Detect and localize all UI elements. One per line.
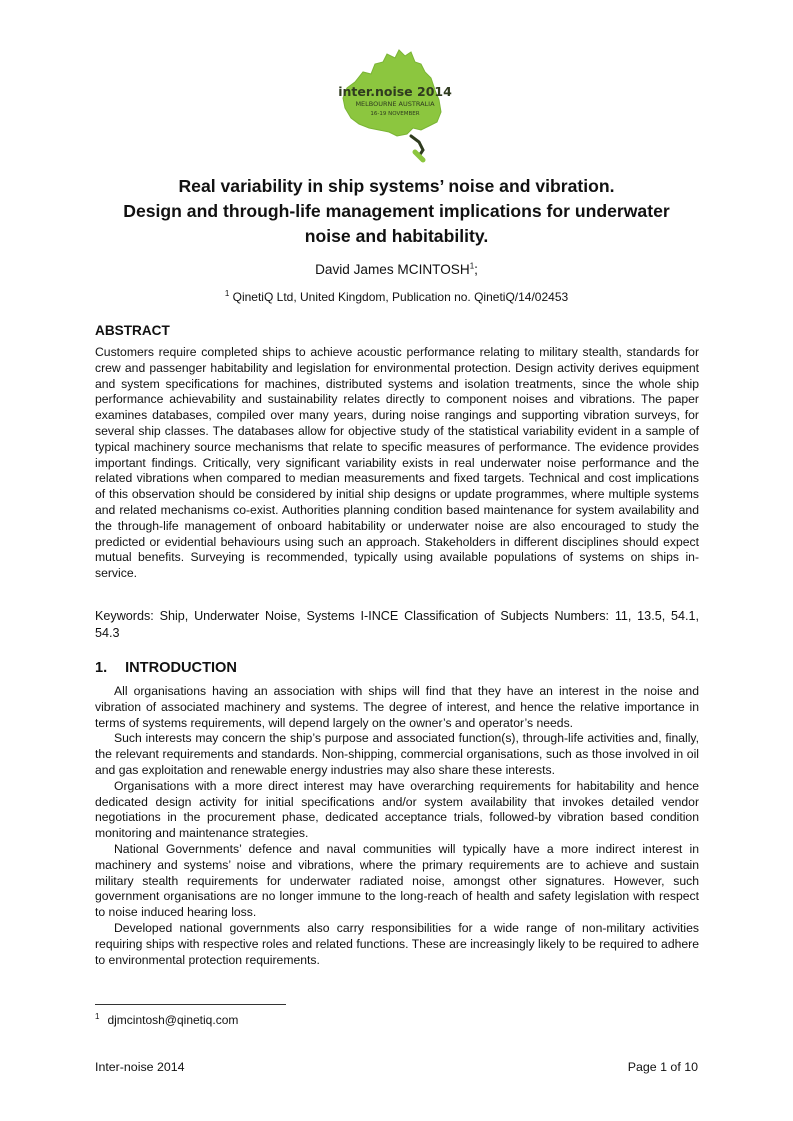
- footnote: [95, 1012, 238, 1027]
- footnote-email[interactable]: djmcintosh@qinetiq.com: [107, 1013, 239, 1027]
- conference-logo: [323, 42, 463, 167]
- australia-map-icon: [323, 42, 463, 167]
- title-line: noise and habitability.: [304, 226, 489, 246]
- introduction-body: [95, 684, 699, 968]
- intro-paragraph: National Governments’ defence and naval communities will typically have a more indirect interest in machinery and systems’ noise and vibrations, where the primary requirements are to achieve and sustain military stealth requirements for underwater radiated noise, amongst other signatures. However, such government organisations are no longer immune to the long-reach of health and safety legislation with respect to noise induced hearing loss.: [95, 841, 699, 920]
- affiliation-line: [0, 289, 793, 305]
- section-title: INTRODUCTION: [125, 660, 237, 676]
- author-line: [0, 261, 793, 279]
- affiliation-text: QinetiQ Ltd, United Kingdom, Publication no. QinetiQ/14/02453: [232, 290, 569, 304]
- author-name: David James MCINTOSH: [315, 262, 470, 277]
- author-suffix: ;: [474, 262, 478, 277]
- logo-line-2: MELBOURNE AUSTRALIA: [355, 100, 435, 108]
- title-line: Design and through-life management implications for underwater: [123, 201, 670, 221]
- footer-page-number: Page 1 of 10: [627, 1060, 698, 1074]
- logo-line-3: 16-19 NOVEMBER: [370, 111, 420, 117]
- section-heading: [95, 660, 237, 676]
- abstract-heading: ABSTRACT: [95, 323, 170, 338]
- intro-paragraph: Developed national governments also carry responsibilities for a wide range of non-military activities requiring ships with respective roles and related functions. These are increasingly likely to be required to adhere to environmental protection requirements.: [95, 920, 699, 967]
- abstract-text: Customers require completed ships to achieve acoustic performance relating to military stealth, standards for crew and passenger habitability and legislation for environmental protection. Design activity derives equipment and system specifications for machines, distributed systems and isolation treatments, since the whole ship performance achievability and sustainability relates directly to component noises and vibrations. The paper examines databases, compiled over many years, during noise rangings and supporting vibration surveys, for several ship classes. The databases allow for objective study of the statistical variability evident in a sample of typical machinery source mechanisms that relate to specific measures of performance. The evidence provides important findings. Critically, very significant variability exists in real underwater noise performance and the related vibrations when compared to median measurements and fixed targets. Technical and cost implications of this observation should be considered by initial ship designs or update programmes, where multiple systems and related mechanisms co-exist. Authorities planning condition based maintenance for system availability and the through-life management of onboard habitability or underwater noise are also encouraged to study the predicted or evidential behaviours using such an approach. Stakeholders in different disciplines should expect mutual benefits. Surveying is recommended, typically using available populations of systems on ships in-service.: [95, 345, 699, 581]
- intro-paragraph: Such interests may concern the ship’s purpose and associated function(s), through-life activities and, finally, the relevant requirements and standards. Non-shipping, commercial organisations, such as those involved in oil and gas exploitation and renewable energy industries may also share these interests.: [95, 731, 699, 777]
- footnote-divider: [95, 1004, 286, 1005]
- footnote-mark: 1: [95, 1012, 100, 1021]
- keywords: Keywords: Ship, Underwater Noise, Systems I-INCE Classification of Subjects Numbers: 11, 13.5, 54.1, 54.3: [95, 609, 699, 640]
- intro-paragraph: Organisations with a more direct interest may have overarching requirements for habitability and hence dedicated design activity for initial specifications and/or system availability that invokes detailed vendor negotiations in the procurement phase, dedicated acceptance trials, followed-by vibration based condition monitoring and maintenance strategies.: [95, 778, 699, 841]
- paper-title: [60, 174, 733, 249]
- author-footnote-mark: 1: [469, 261, 475, 271]
- intro-paragraph: All organisations having an association with ships will find that they have an interest in the noise and vibration of associated machinery and systems. The degree of interest, and hence the relative importance in terms of systems requirements, will depend largely on the owner’s and operator’s needs.: [95, 684, 699, 730]
- affiliation-mark: 1: [224, 289, 230, 298]
- title-line: Real variability in ship systems’ noise and vibration.: [178, 176, 615, 196]
- logo-line-1: inter.noise 2014: [338, 84, 452, 99]
- section-number: 1.: [95, 660, 108, 676]
- footer-conference: Inter-noise 2014: [95, 1060, 185, 1074]
